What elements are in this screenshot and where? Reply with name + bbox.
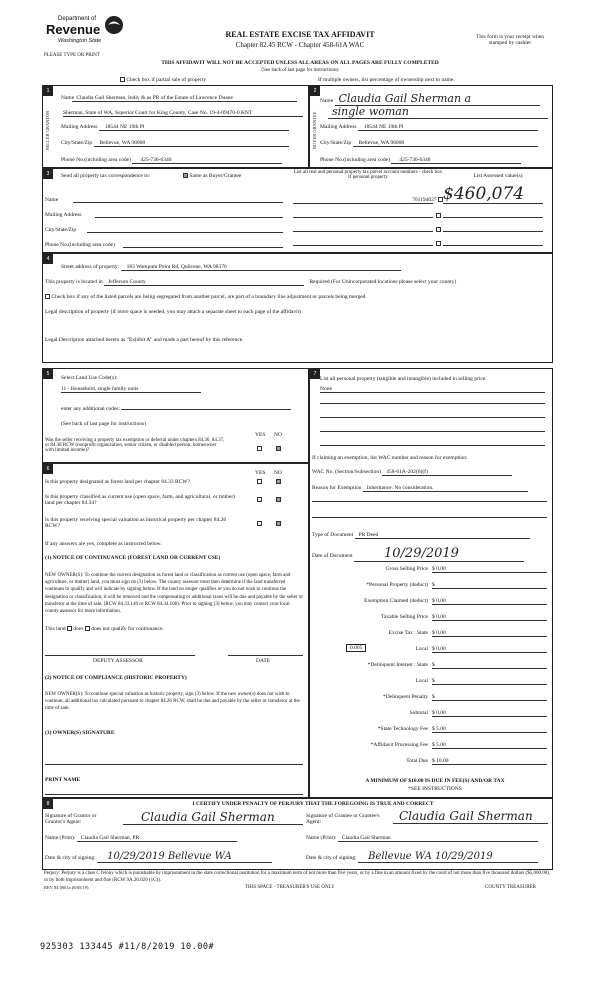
forest-question: Is this property designated as forest land per chapter 84.33 RCW? xyxy=(45,479,190,485)
seller-name-2: Sherman, State of WA, Superior Court for King County, Case No. 19-4-09470-0 KNT xyxy=(63,110,303,117)
buyer-city: Bellevue, WA 98008 xyxy=(353,140,538,147)
reason-line xyxy=(312,501,547,502)
correspondence-phone-label: Phone No.(including area code) xyxy=(45,242,115,248)
correspondence-mail-line xyxy=(95,217,283,218)
partial-sale-checkbox[interactable] xyxy=(120,77,125,82)
total-row: $ 10.00 xyxy=(432,758,547,765)
parcel-number: 701194027 xyxy=(412,197,437,203)
exemption-no-checkbox[interactable] xyxy=(276,446,281,451)
assessed-value: $460,074 xyxy=(443,184,525,204)
buyer-name: Claudia Gail Sherman a xyxy=(335,92,540,106)
grantee-signature: Claudia Gail Sherman xyxy=(393,809,548,824)
notice-3-title: (3) OWNER(S) SIGNATURE xyxy=(45,730,115,736)
subtotal-row: $ 0.00 xyxy=(432,710,547,717)
seller-city: Bellevue, WA 98008 xyxy=(94,140,289,147)
section-number: 2 xyxy=(310,86,320,96)
treasurer-space: THIS SPACE - TREASURER'S USE ONLY xyxy=(245,885,335,890)
land-use-label: Select Land Use Code(s): xyxy=(61,375,118,381)
certify-label: I CERTIFY UNDER PENALTY OF PERJURY THAT THE FOREGOING IS TRUE AND CORRECT xyxy=(192,801,434,807)
reason-label: Reason for Exemption xyxy=(312,485,362,491)
grantee-name: Claudia Gail Sherman xyxy=(338,835,538,842)
correspondence-mail-label: Mailing Address xyxy=(45,212,82,218)
please-type: PLEASE TYPE OR PRINT xyxy=(44,53,100,58)
delpen-row: $ xyxy=(432,694,547,701)
section-8-certification xyxy=(42,798,553,870)
doc-type-label: Type of Document xyxy=(312,532,354,538)
notice-1-title: (1) NOTICE OF CONTINUANCE (FOREST LAND OR CURRENT USE) xyxy=(45,555,221,561)
section-number: 3 xyxy=(43,169,53,179)
doc-date: 10/29/2019 xyxy=(354,546,524,562)
no-header: NO xyxy=(274,470,282,476)
section-5-land-use xyxy=(42,368,309,463)
parcel-header: List all real and personal property tax parcel account numbers - check box if personal property xyxy=(293,170,443,180)
parcel-checkbox[interactable] xyxy=(436,227,441,232)
local-value: 0.00 xyxy=(436,646,446,652)
agency-label: Revenue xyxy=(46,22,101,37)
receipt-note: This form is your receipt when stamped by cashier xyxy=(476,34,544,46)
taxable-label: Taxable Selling Price xyxy=(381,614,428,620)
parcel-line xyxy=(293,231,433,232)
correspondence-phone-line xyxy=(123,247,283,248)
form-title: REAL ESTATE EXCISE TAX AFFIDAVIT xyxy=(225,30,375,39)
gross-row: $ 0.00 xyxy=(432,566,547,573)
legal-attached: Legal Description attached hereto as "Exhibit A" and made a part hereof by this reference. xyxy=(45,337,244,343)
seller-side-label: SELLER GRANTOR xyxy=(45,110,50,151)
afp-label: *Affidavit Processing Fee xyxy=(370,742,428,748)
notice-2-title: (2) NOTICE OF COMPLIANCE (HISTORIC PROPERTY) xyxy=(45,675,187,681)
seller-phone: 425-736-6346 xyxy=(132,157,282,164)
buyer-mail-label: Mailing Address xyxy=(320,124,357,130)
section-number: 1 xyxy=(43,86,53,96)
afp-value: 5.00 xyxy=(436,742,446,748)
forest-no-checkbox[interactable] xyxy=(276,479,281,484)
current-use-no-checkbox[interactable] xyxy=(276,497,281,502)
grantor-signature: Claudia Gail Sherman xyxy=(123,810,303,825)
forest-yes-checkbox[interactable] xyxy=(257,479,262,484)
section-number: 8 xyxy=(43,799,53,809)
parcel-line xyxy=(293,245,433,246)
same-as-buyer: Same as Buyer/Grantee xyxy=(183,173,241,179)
segregated-row: Check box if any of the listed parcels are being segregated from another parcel, are part of a boundary line adjustment or parcels being merged. xyxy=(45,294,367,300)
county-treasurer: COUNTY TREASURER xyxy=(485,885,536,890)
personal-property-line xyxy=(320,445,545,446)
gross-value: 0.00 xyxy=(436,566,446,572)
correspondence-name-line xyxy=(73,202,283,203)
no-header: NO xyxy=(274,432,282,438)
this-land-row: This land does does not qualify for continuance. xyxy=(45,626,164,632)
buyer-phone: 425-736-6346 xyxy=(391,157,521,164)
segregated-checkbox[interactable] xyxy=(45,294,50,299)
section-number: 7 xyxy=(310,369,320,379)
correspondence-city-line xyxy=(87,232,283,233)
tech-row: $ 5.00 xyxy=(432,726,547,733)
notice-1-text: NEW OWNER(S): To continue the current designation as forest land or classification as current use (open space, farm and agriculture, or timber) land, you must sign on (3) below. The county assessor must then determine if the land transferred continues to qualify and will indicate by signing below. If the land no longer qualifies or you do not wish to continue the designation or classification, it will be removed and the compensating or additional taxes will be due and payable by the seller or transferor at the time of sale. (RCW 84.33.140 or RCW 84.34.108). Prior to signing (3) below, you may contact your local county assessor for more information. xyxy=(45,573,303,615)
assessed-header: List Assessed value(s) xyxy=(473,173,523,179)
section-7-personal-property xyxy=(309,368,553,798)
section-1-seller xyxy=(42,85,309,168)
assessed-line xyxy=(443,203,543,204)
assessed-line xyxy=(443,231,543,232)
taxable-value: 0.00 xyxy=(436,614,446,620)
seller-name: Claudia Gail Sherman, Indiv & as PR of the Estate of Lawrence Duane xyxy=(72,95,297,102)
legal-label: Legal description of property (if more space is needed, you may attach a separate sheet to each page of the affidavit) xyxy=(45,309,301,315)
receipt-stamp: 925303 133445 #11/8/2019 10.00# xyxy=(40,942,215,952)
reason-value: Inheritance. No consideration. xyxy=(363,485,528,492)
personal-property-label: List all personal property (tangible and intangible) included in selling price. xyxy=(320,376,487,382)
partial-sale: Check box if partial sale of property xyxy=(120,77,206,83)
reason-line xyxy=(312,517,547,518)
total-value: 10.00 xyxy=(436,758,449,764)
rev-number: REV 84 0001a (8/05/19) xyxy=(44,885,89,890)
exempt-label: Exemption Claimed (deduct) xyxy=(364,598,428,604)
print-name-label: PRINT NAME xyxy=(45,777,81,783)
doc-type: PR Deed xyxy=(355,532,530,539)
located-label: This property is located in xyxy=(45,279,103,285)
subtotal-value: 0.00 xyxy=(436,710,446,716)
seller-name-label: Name xyxy=(61,95,75,101)
personal-property-value: None xyxy=(320,386,545,393)
tech-value: 5.00 xyxy=(436,726,446,732)
minimum-note: A MINIMUM OF $10.00 IS DUE IN FEE(S) AND/OR TAX xyxy=(365,778,505,784)
claim-exemption-label: If claiming an exemption, list WAC number and reason for exemption: xyxy=(312,455,468,461)
buyer-phone-label: Phone No.(including area code) xyxy=(320,157,390,163)
if-any-yes: If any answers are yes, complete as instructed below. xyxy=(45,541,162,547)
grantor-date-label: Date & city of signing: xyxy=(45,855,96,861)
doc-date-label: Date of Document xyxy=(312,553,353,559)
correspondence-city-label: City/State/Zip xyxy=(45,227,77,233)
send-label: Send all property tax correspondence to: xyxy=(61,173,151,179)
buyer-city-label: City/State/Zip xyxy=(320,140,352,146)
street-address: 183 Wampum Point Rd, Quilcene, WA 98376 xyxy=(121,264,401,271)
parcel-line xyxy=(293,217,433,218)
seller-mail: 18544 NE 19th Pl xyxy=(99,124,289,131)
located-county: Jefferson County xyxy=(104,279,304,286)
local2-label: Local xyxy=(415,678,428,684)
personal-property-line xyxy=(320,431,545,432)
personal-property-line xyxy=(320,403,545,404)
grantee-date-label: Date & city of signing: xyxy=(306,855,357,861)
yes-header: YES xyxy=(255,432,266,438)
local-label: Local xyxy=(415,646,428,652)
exempt-value: 0.00 xyxy=(436,598,446,604)
land-use-see: (See back of last page for instructions) xyxy=(61,421,146,427)
notice-banner: THIS AFFIDAVIT WILL NOT BE ACCEPTED UNLESS ALL AREAS ON ALL PAGES ARE FULLY COMPLETED xyxy=(161,60,439,66)
grantor-date: 10/29/2019 Bellevue WA xyxy=(97,851,272,863)
parcel-line xyxy=(293,203,433,204)
section-number: 4 xyxy=(43,254,53,264)
section-4-property xyxy=(42,253,553,363)
yes-header: YES xyxy=(255,470,266,476)
see-instructions: (See back of last page for instructions) xyxy=(261,68,339,73)
section-2-buyer xyxy=(309,85,553,168)
dept-label: Department of xyxy=(58,16,97,22)
state-label: Washington State xyxy=(58,38,102,44)
delint-row: $ xyxy=(432,662,547,669)
does-checkbox[interactable] xyxy=(67,626,72,631)
section-number: 6 xyxy=(43,464,53,474)
seller-city-label: City/State/Zip xyxy=(61,140,93,146)
assessed-line xyxy=(443,245,543,246)
historic-no-checkbox[interactable] xyxy=(276,521,281,526)
state-label: Excise Tax : State xyxy=(388,630,428,636)
deputy-label: DEPUTY ASSESSOR xyxy=(93,658,143,664)
multiple-owners: If multiple owners, list percentage of ownership next to name. xyxy=(318,77,455,83)
grantee-sig-label: Signature of Grantee or Grantee's Agent: xyxy=(306,813,380,825)
additional-codes-line xyxy=(121,409,291,410)
see-instructions-note: *SEE INSTRUCTIONS xyxy=(408,786,462,792)
seller-mail-label: Mailing Address xyxy=(61,124,98,130)
exempt-row: $ 0.00 xyxy=(432,598,547,605)
historic-yes-checkbox[interactable] xyxy=(257,521,262,526)
total-label: Total Due xyxy=(406,758,428,764)
seller-phone-label: Phone No.(including area code) xyxy=(61,157,131,163)
buyer-mail: 18544 NE 19th Pl xyxy=(358,124,538,131)
section-6-notices xyxy=(42,463,309,798)
land-use-code: 11 - Household, single family units xyxy=(61,386,201,393)
buyer-side-label: BUYER GRANTEE xyxy=(312,111,317,150)
afp-row: $ 5.00 xyxy=(432,742,547,749)
parcel-checkbox[interactable] xyxy=(436,213,441,218)
revenue-logo xyxy=(40,14,125,50)
wac-label: WAC No. (Section/Subsection) xyxy=(312,469,381,475)
perjury-note: Perjury: Perjury is a class C felony which is punishable by imprisonment in the state correctional institution for a maximum term of not more than five years, or by a fine in an amount fixed by the court of not more than five thousand dollars ($5,000.00), or by both imprisonment and fine (RCW 9A.20.020 (1C)). xyxy=(44,871,551,883)
delint-label: *Delinquent Interest : State xyxy=(367,662,428,668)
wac-number: 458-61A-202(6)(f) xyxy=(382,469,512,476)
gross-label: Gross Selling Price xyxy=(385,566,428,572)
date-label: DATE xyxy=(256,658,271,664)
personal-label: *Personal Property (deduct) xyxy=(366,582,428,588)
local-rate: 0.005 xyxy=(346,644,366,652)
grantee-date: Bellevue WA 10/29/2019 xyxy=(358,851,538,863)
form-chapter: Chapter 82.45 RCW - Chapter 458-61A WAC xyxy=(235,41,365,49)
additional-codes-label: enter any additional codes: xyxy=(61,406,121,412)
delpen-label: *Delinquent Penalty xyxy=(382,694,428,700)
located-required: Required (For Unincorporated locations please select your county) xyxy=(309,279,457,285)
notice-2-text: NEW OWNER(S): To continue special valuation as historic property, sign (3) below. If the new owner(s) does not wish to continue, all additional tax calculated pursuant to chapter 84.26 RCW, shall be due and payable by the seller or transferor at the time of sale. xyxy=(45,692,300,712)
same-as-buyer-checkbox[interactable] xyxy=(183,173,188,178)
buyer-name-2: single woman xyxy=(328,105,548,119)
grantor-sig-label: Signature of Grantor or Grantor's Agent: xyxy=(45,813,97,825)
section-number: 5 xyxy=(43,369,53,379)
current-use-yes-checkbox[interactable] xyxy=(257,497,262,502)
grantee-name-label: Name (Print): xyxy=(306,835,337,841)
state-row: $ 0.00 xyxy=(432,630,547,637)
wa-logo-icon xyxy=(104,15,124,35)
date-line xyxy=(228,655,303,656)
does-not-checkbox[interactable] xyxy=(85,626,90,631)
subtotal-label: Subtotal xyxy=(409,710,428,716)
grantor-name: Claudia Gail Sherman, PR xyxy=(77,835,237,842)
correspondence-name-label: Name xyxy=(45,197,59,203)
print-name-line xyxy=(45,794,303,795)
tech-label: *State Technology Fee xyxy=(377,726,428,732)
grantor-name-label: Name (Print): xyxy=(45,835,76,841)
personal-row: $ xyxy=(432,582,547,589)
parcel-checkbox[interactable] xyxy=(436,241,441,246)
street-label: Street address of property: xyxy=(61,264,120,270)
assessed-line xyxy=(443,217,543,218)
deputy-line xyxy=(45,655,195,656)
section-3-correspondence xyxy=(42,168,553,253)
historic-question: Is this property receiving special valuation as historical property per chapter 84.26 RCW? xyxy=(45,517,227,529)
local-row: $ 0.00 xyxy=(432,646,547,653)
taxable-row: $ 0.00 xyxy=(432,614,547,621)
exemption-yes-checkbox[interactable] xyxy=(257,446,262,451)
state-value: 0.00 xyxy=(436,630,446,636)
personal-property-line xyxy=(320,417,545,418)
current-use-question: Is this property classified as current use (open space, farm, and agricultural, or timber) land per chapter 84.34? xyxy=(45,494,235,506)
local2-row: $ xyxy=(432,678,547,685)
owner-signature-line xyxy=(45,764,303,765)
buyer-name-label: Name xyxy=(320,98,334,104)
exemption-question: Was the seller receiving a property tax exemption or deferral under chapters 84.36, 84.37, or 84.38 RCW (nonprofit organization, senior citizen, or disabled person, homeowner with limited income)? xyxy=(45,438,225,453)
